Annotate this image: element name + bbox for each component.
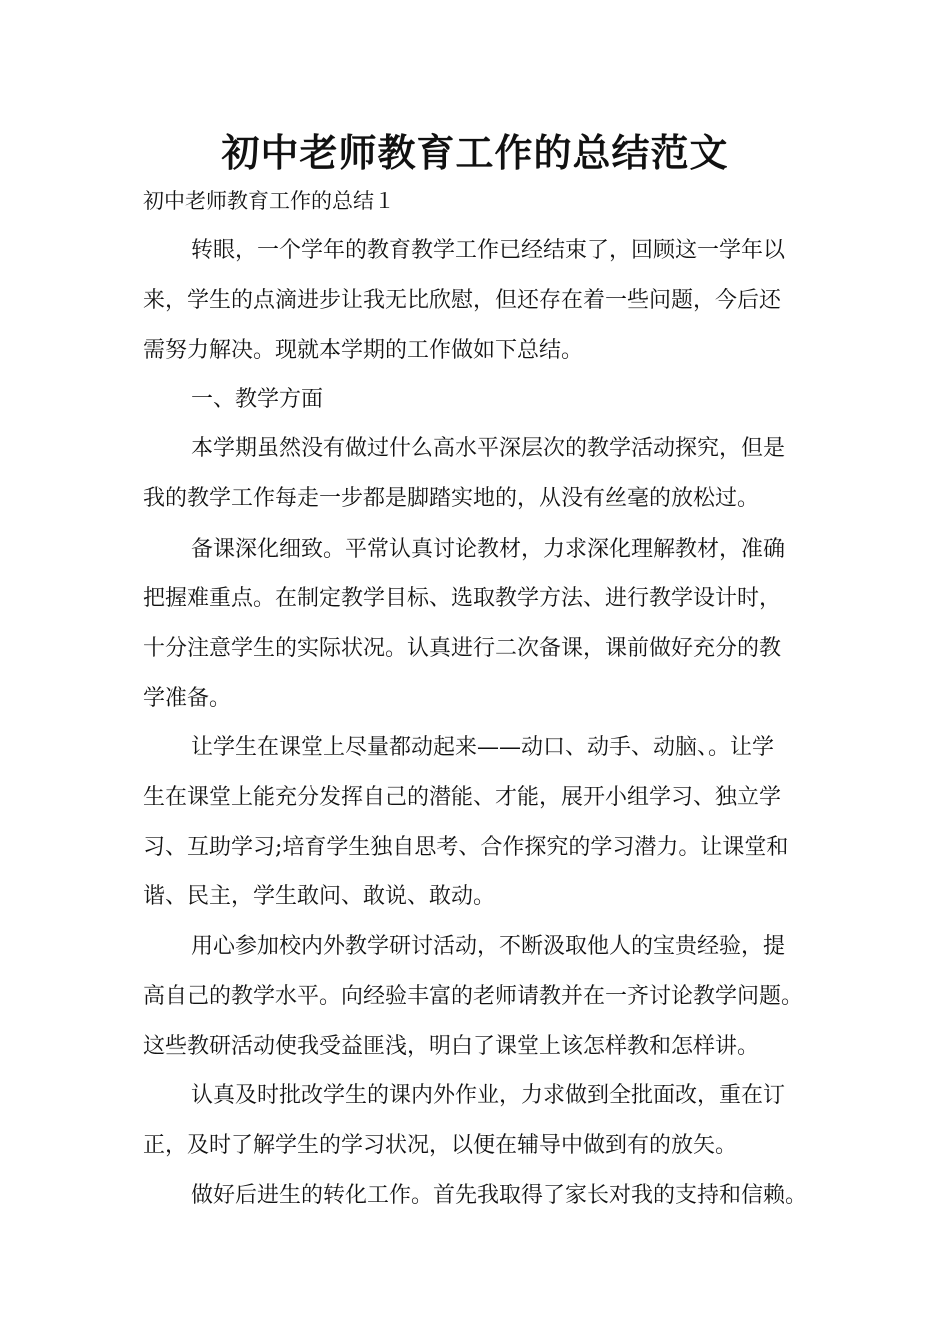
paragraph-line: 正，及时了解学生的学习状况，以便在辅导中做到有的放矢。 xyxy=(143,1133,738,1158)
paragraph-line: 转眼，一个学年的教育教学工作已经结束了，回顾这一学年以 xyxy=(191,238,786,263)
paragraph-line: 做好后进生的转化工作。首先我取得了家长对我的支持和信赖。 xyxy=(191,1183,808,1208)
paragraph-line: 学准备。 xyxy=(143,686,232,711)
paragraph-line: 备课深化细致。平常认真讨论教材，力求深化理解教材，准确 xyxy=(191,537,786,562)
paragraph-line: 来，学生的点滴进步让我无比欣慰，但还存在着一些问题，今后还 xyxy=(143,288,782,313)
paragraph-line: 我的教学工作每走一步都是脚踏实地的，从没有丝毫的放松过。 xyxy=(143,486,760,511)
paragraph-line: 十分注意学生的实际状况。认真进行二次备课，课前做好充分的教 xyxy=(143,636,782,661)
paragraph-line: 习、互助学习;培育学生独自思考、合作探究的学习潜力。让课堂和 xyxy=(143,835,789,860)
paragraph-line: 谐、民主，学生敢问、敢说、敢动。 xyxy=(143,884,496,909)
paragraph-line: 认真及时批改学生的课内外作业，力求做到全批面改，重在订 xyxy=(191,1083,786,1108)
document-subtitle: 初中老师教育工作的总结１ xyxy=(143,189,395,213)
document-title: 初中老师教育工作的总结范文 xyxy=(221,130,729,175)
section-heading: 一、教学方面 xyxy=(191,387,324,412)
paragraph-line: 高自己的教学水平。向经验丰富的老师请教并在一齐讨论教学问题。 xyxy=(143,984,804,1009)
paragraph-line: 本学期虽然没有做过什么高水平深层次的教学活动探究，但是 xyxy=(191,436,786,461)
paragraph-line: 用心参加校内外教学研讨活动，不断汲取他人的宝贵经验，提 xyxy=(191,934,786,959)
paragraph-line: 让学生在课堂上尽量都动起来——动口、动手、动脑、。让学 xyxy=(191,735,775,760)
paragraph-line: 需努力解决。现就本学期的工作做如下总结。 xyxy=(143,338,584,363)
paragraph-line: 生在课堂上能充分发挥自己的潜能、才能，展开小组学习、独立学 xyxy=(143,785,782,810)
paragraph-line: 这些教研活动使我受益匪浅，明白了课堂上该怎样教和怎样讲。 xyxy=(143,1034,760,1059)
paragraph-line: 把握难重点。在制定教学目标、选取教学方法、进行教学设计时， xyxy=(143,586,782,611)
